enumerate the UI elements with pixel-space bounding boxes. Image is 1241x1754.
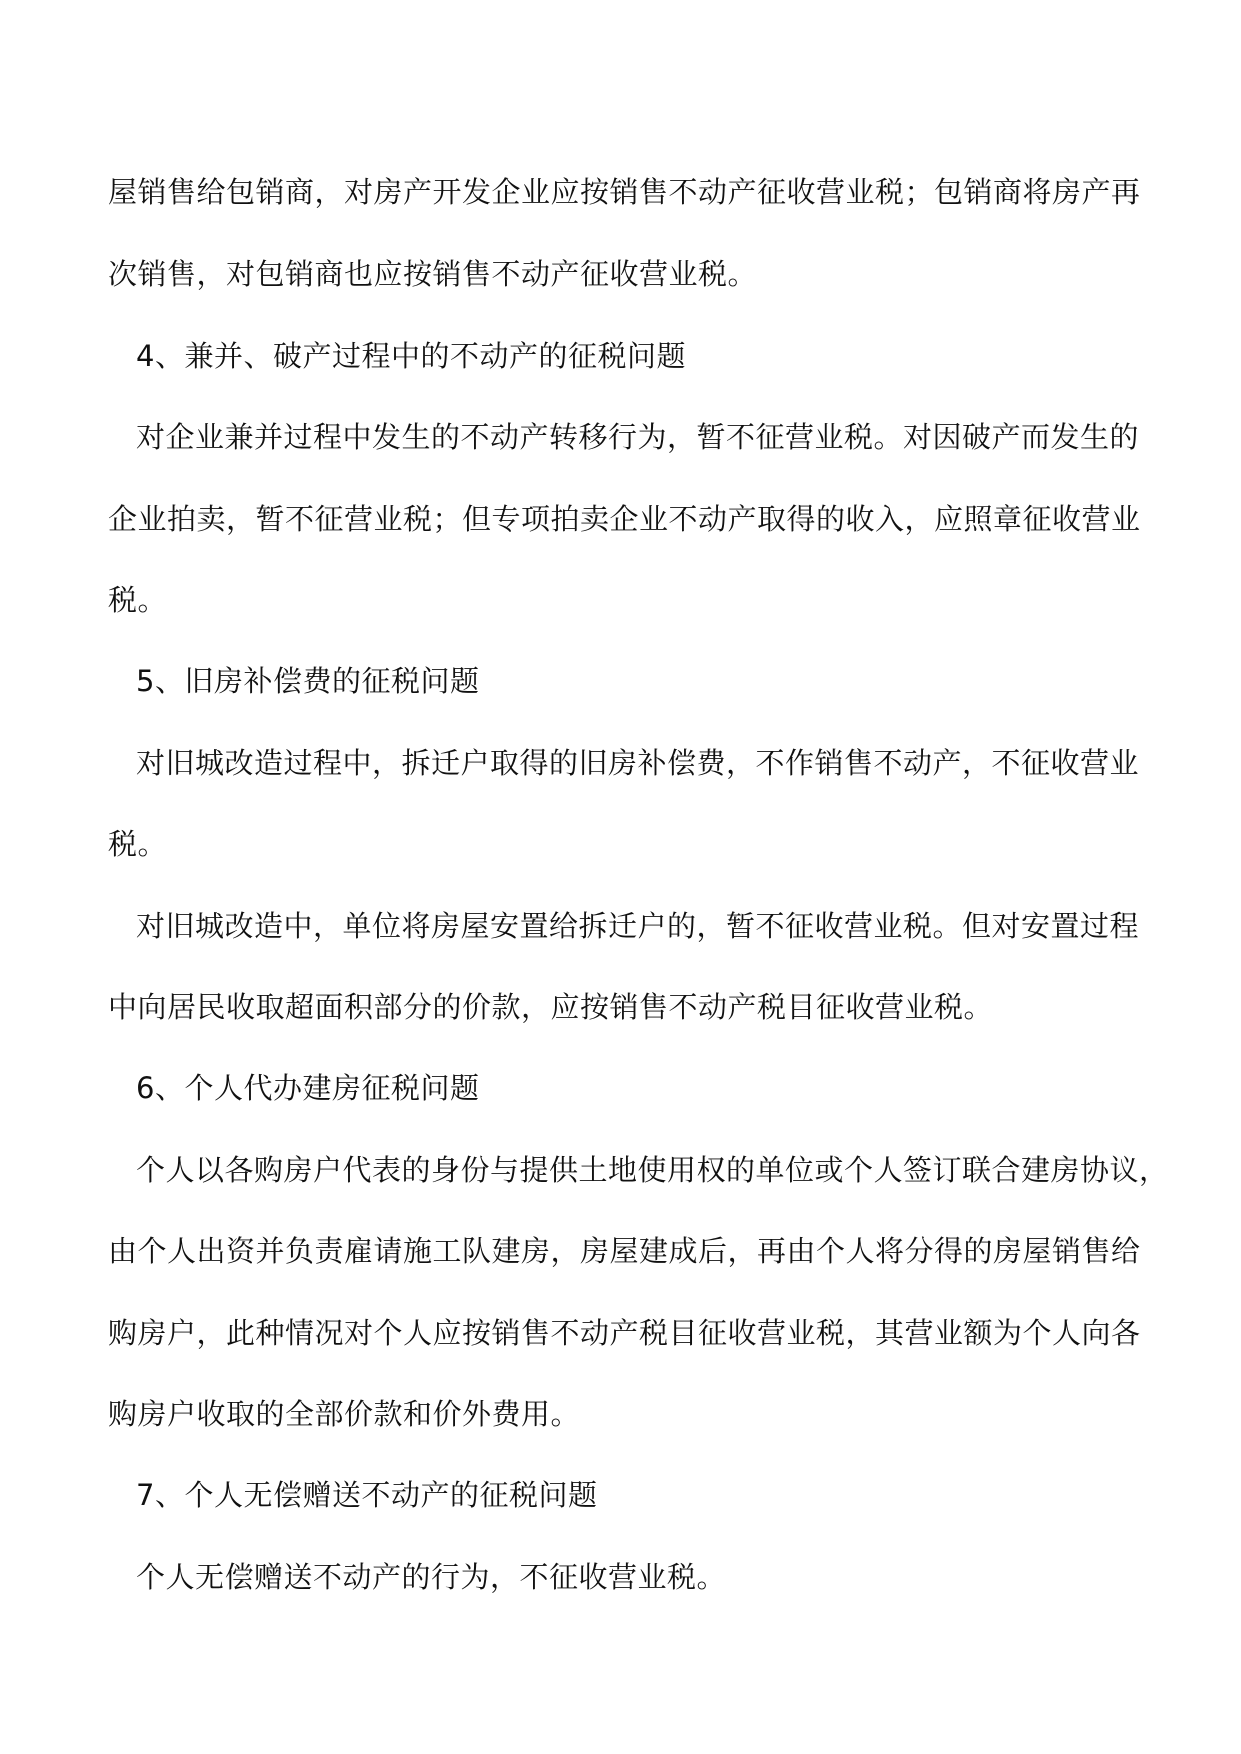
section-heading-7: 7、个人无偿赠送不动产的征税问题 — [136, 1478, 598, 1512]
paragraph-line: 屋销售给包销商，对房产开发企业应按销售不动产征收营业税；包销商将房产再 — [108, 175, 1141, 209]
section-heading-6: 6、个人代办建房征税问题 — [136, 1071, 480, 1105]
section-heading-4: 4、兼并、破产过程中的不动产的征税问题 — [136, 339, 686, 373]
paragraph-line: 对企业兼并过程中发生的不动产转移行为，暂不征营业税。对因破产而发生的 — [136, 420, 1140, 454]
paragraph-line: 税。 — [108, 827, 168, 861]
paragraph-line: 次销售，对包销商也应按销售不动产征收营业税。 — [108, 257, 758, 291]
paragraph-line: 购房户，此种情况对个人应按销售不动产税目征收营业税，其营业额为个人向各 — [108, 1316, 1141, 1350]
paragraph-line: 个人以各购房户代表的身份与提供土地使用权的单位或个人签订联合建房协议， — [136, 1153, 1169, 1187]
paragraph-line: 对旧城改造中，单位将房屋安置给拆迁户的，暂不征收营业税。但对安置过程 — [136, 909, 1140, 943]
section-heading-5: 5、旧房补偿费的征税问题 — [136, 664, 480, 698]
paragraph-line: 企业拍卖，暂不征营业税；但专项拍卖企业不动产取得的收入，应照章征收营业 — [108, 502, 1141, 536]
paragraph-line: 对旧城改造过程中，拆迁户取得的旧房补偿费，不作销售不动产，不征收营业 — [136, 746, 1140, 780]
paragraph-line: 由个人出资并负责雇请施工队建房，房屋建成后，再由个人将分得的房屋销售给 — [108, 1234, 1141, 1268]
paragraph-line: 购房户收取的全部价款和价外费用。 — [108, 1397, 581, 1431]
paragraph-line: 税。 — [108, 583, 168, 617]
paragraph-line: 个人无偿赠送不动产的行为，不征收营业税。 — [136, 1560, 727, 1594]
paragraph-line: 中向居民收取超面积部分的价款，应按销售不动产税目征收营业税。 — [108, 990, 994, 1024]
